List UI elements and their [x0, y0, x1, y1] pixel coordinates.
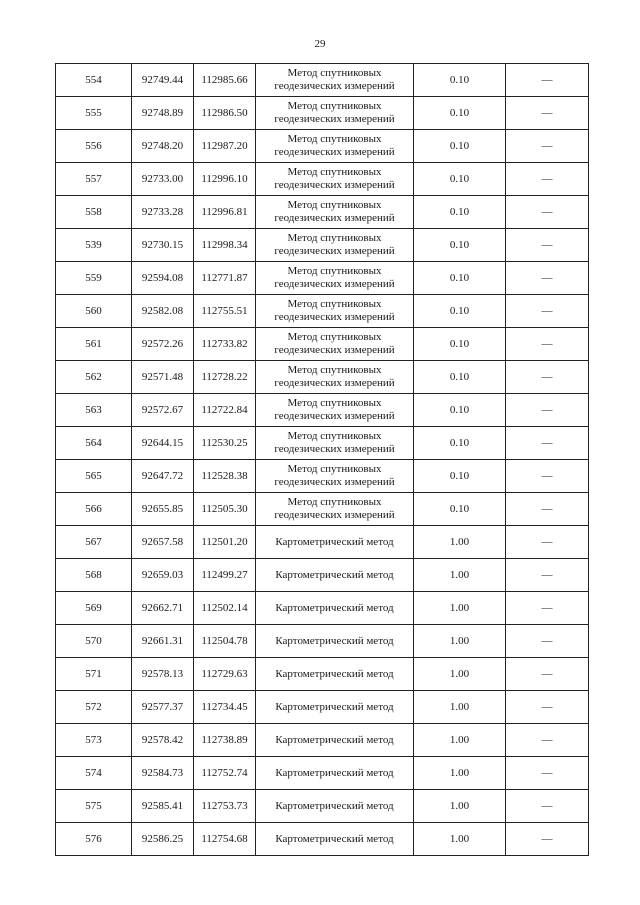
method-cell	[256, 625, 414, 658]
accuracy-cell: 1.00	[414, 658, 506, 691]
table-row	[56, 757, 589, 790]
method-line-1: Метод спутниковых	[287, 199, 382, 211]
x-coordinate-cell: 92584.73	[132, 757, 194, 790]
method-cell	[256, 427, 414, 460]
x-coordinate-cell: 92733.00	[132, 163, 194, 196]
method-line-1: Метод спутниковых	[287, 397, 382, 409]
method-cell	[256, 823, 414, 856]
x-coordinate-cell: 92730.15	[132, 229, 194, 262]
x-coordinate-cell: 92733.28	[132, 196, 194, 229]
x-coordinate-cell: 92647.72	[132, 460, 194, 493]
method-line-1: Метод спутниковых	[287, 265, 382, 277]
point-number-cell: 539	[56, 229, 132, 262]
point-number-cell: 571	[56, 658, 132, 691]
method-line-1: Картометрический метод	[275, 799, 394, 812]
empty-value-cell: —	[506, 658, 589, 691]
method-line-1: Метод спутниковых	[287, 232, 382, 244]
empty-value-cell: —	[506, 493, 589, 526]
table-row	[56, 427, 589, 460]
empty-value-cell: —	[506, 823, 589, 856]
table-row	[56, 163, 589, 196]
method-line-1: Метод спутниковых	[287, 133, 382, 145]
accuracy-cell: 0.10	[414, 460, 506, 493]
method-line-1: Картометрический метод	[275, 667, 394, 680]
y-coordinate-cell: 112504.78	[194, 625, 256, 658]
table-row	[56, 559, 589, 592]
y-coordinate-cell: 112986.50	[194, 97, 256, 130]
accuracy-cell: 0.10	[414, 295, 506, 328]
point-number-cell: 554	[56, 64, 132, 97]
x-coordinate-cell: 92571.48	[132, 361, 194, 394]
method-line-1: Картометрический метод	[275, 634, 394, 647]
method-line-1: Метод спутниковых	[287, 331, 382, 343]
method-line-1: Картометрический метод	[275, 733, 394, 746]
point-number-cell: 573	[56, 724, 132, 757]
empty-value-cell: —	[506, 130, 589, 163]
method-cell	[256, 526, 414, 559]
point-number-cell: 565	[56, 460, 132, 493]
table-row	[56, 361, 589, 394]
y-coordinate-cell: 112733.82	[194, 328, 256, 361]
x-coordinate-cell: 92662.71	[132, 592, 194, 625]
method-cell	[256, 658, 414, 691]
accuracy-cell: 0.10	[414, 196, 506, 229]
x-coordinate-cell: 92594.08	[132, 262, 194, 295]
x-coordinate-cell: 92578.42	[132, 724, 194, 757]
empty-value-cell: —	[506, 625, 589, 658]
x-coordinate-cell: 92657.58	[132, 526, 194, 559]
point-number-cell: 566	[56, 493, 132, 526]
empty-value-cell: —	[506, 262, 589, 295]
table-row	[56, 691, 589, 724]
x-coordinate-cell: 92572.67	[132, 394, 194, 427]
accuracy-cell: 0.10	[414, 64, 506, 97]
table-row	[56, 592, 589, 625]
table-row	[56, 724, 589, 757]
method-line-1: Картометрический метод	[275, 700, 394, 713]
point-number-cell: 575	[56, 790, 132, 823]
point-number-cell: 564	[56, 427, 132, 460]
method-line-2: геодезических измерений	[274, 476, 395, 488]
method-cell	[256, 295, 414, 328]
method-line-2: геодезических измерений	[274, 245, 395, 257]
empty-value-cell: —	[506, 592, 589, 625]
accuracy-cell: 0.10	[414, 163, 506, 196]
method-cell	[256, 196, 414, 229]
y-coordinate-cell: 112998.34	[194, 229, 256, 262]
empty-value-cell: —	[506, 163, 589, 196]
table-row	[56, 64, 589, 97]
empty-value-cell: —	[506, 559, 589, 592]
accuracy-cell: 1.00	[414, 559, 506, 592]
y-coordinate-cell: 112754.68	[194, 823, 256, 856]
method-line-2: геодезических измерений	[274, 179, 395, 191]
method-cell	[256, 394, 414, 427]
y-coordinate-cell: 112499.27	[194, 559, 256, 592]
x-coordinate-cell: 92578.13	[132, 658, 194, 691]
coordinates-table	[55, 63, 589, 856]
method-line-1: Метод спутниковых	[287, 67, 382, 79]
empty-value-cell: —	[506, 427, 589, 460]
accuracy-cell: 0.10	[414, 262, 506, 295]
x-coordinate-cell: 92582.08	[132, 295, 194, 328]
x-coordinate-cell: 92655.85	[132, 493, 194, 526]
method-cell	[256, 592, 414, 625]
empty-value-cell: —	[506, 64, 589, 97]
point-number-cell: 568	[56, 559, 132, 592]
point-number-cell: 559	[56, 262, 132, 295]
empty-value-cell: —	[506, 361, 589, 394]
empty-value-cell: —	[506, 526, 589, 559]
method-line-2: геодезических измерений	[274, 80, 395, 92]
table-row	[56, 790, 589, 823]
x-coordinate-cell: 92661.31	[132, 625, 194, 658]
empty-value-cell: —	[506, 196, 589, 229]
method-line-1: Метод спутниковых	[287, 298, 382, 310]
point-number-cell: 560	[56, 295, 132, 328]
table-row	[56, 196, 589, 229]
y-coordinate-cell: 112985.66	[194, 64, 256, 97]
accuracy-cell: 0.10	[414, 130, 506, 163]
empty-value-cell: —	[506, 460, 589, 493]
y-coordinate-cell: 112771.87	[194, 262, 256, 295]
y-coordinate-cell: 112728.22	[194, 361, 256, 394]
empty-value-cell: —	[506, 394, 589, 427]
accuracy-cell: 1.00	[414, 691, 506, 724]
method-line-1: Картометрический метод	[275, 832, 394, 845]
empty-value-cell: —	[506, 691, 589, 724]
y-coordinate-cell: 112734.45	[194, 691, 256, 724]
method-cell	[256, 691, 414, 724]
accuracy-cell: 0.10	[414, 427, 506, 460]
method-line-2: геодезических измерений	[274, 443, 395, 455]
accuracy-cell: 0.10	[414, 493, 506, 526]
method-cell	[256, 130, 414, 163]
method-line-2: геодезических измерений	[274, 311, 395, 323]
empty-value-cell: —	[506, 724, 589, 757]
accuracy-cell: 1.00	[414, 592, 506, 625]
method-line-2: геодезических измерений	[274, 410, 395, 422]
point-number-cell: 572	[56, 691, 132, 724]
x-coordinate-cell: 92748.20	[132, 130, 194, 163]
y-coordinate-cell: 112738.89	[194, 724, 256, 757]
method-cell	[256, 262, 414, 295]
empty-value-cell: —	[506, 757, 589, 790]
method-cell	[256, 493, 414, 526]
x-coordinate-cell: 92572.26	[132, 328, 194, 361]
method-line-1: Картометрический метод	[275, 766, 394, 779]
table-row	[56, 394, 589, 427]
x-coordinate-cell: 92644.15	[132, 427, 194, 460]
method-cell	[256, 97, 414, 130]
method-cell	[256, 328, 414, 361]
y-coordinate-cell: 112505.30	[194, 493, 256, 526]
point-number-cell: 556	[56, 130, 132, 163]
y-coordinate-cell: 112752.74	[194, 757, 256, 790]
y-coordinate-cell: 112996.10	[194, 163, 256, 196]
point-number-cell: 570	[56, 625, 132, 658]
y-coordinate-cell: 112755.51	[194, 295, 256, 328]
method-cell	[256, 64, 414, 97]
y-coordinate-cell: 112996.81	[194, 196, 256, 229]
empty-value-cell: —	[506, 229, 589, 262]
y-coordinate-cell: 112530.25	[194, 427, 256, 460]
accuracy-cell: 1.00	[414, 790, 506, 823]
accuracy-cell: 1.00	[414, 724, 506, 757]
accuracy-cell: 0.10	[414, 361, 506, 394]
point-number-cell: 557	[56, 163, 132, 196]
empty-value-cell: —	[506, 790, 589, 823]
table-row	[56, 658, 589, 691]
accuracy-cell: 1.00	[414, 625, 506, 658]
x-coordinate-cell: 92586.25	[132, 823, 194, 856]
x-coordinate-cell: 92748.89	[132, 97, 194, 130]
accuracy-cell: 0.10	[414, 328, 506, 361]
y-coordinate-cell: 112501.20	[194, 526, 256, 559]
y-coordinate-cell: 112722.84	[194, 394, 256, 427]
point-number-cell: 563	[56, 394, 132, 427]
method-line-2: геодезических измерений	[274, 278, 395, 290]
x-coordinate-cell: 92749.44	[132, 64, 194, 97]
accuracy-cell: 1.00	[414, 757, 506, 790]
y-coordinate-cell: 112753.73	[194, 790, 256, 823]
point-number-cell: 574	[56, 757, 132, 790]
coordinates-table-body	[56, 64, 589, 856]
x-coordinate-cell: 92659.03	[132, 559, 194, 592]
method-cell	[256, 163, 414, 196]
point-number-cell: 561	[56, 328, 132, 361]
method-cell	[256, 757, 414, 790]
empty-value-cell: —	[506, 328, 589, 361]
table-row	[56, 493, 589, 526]
page-number: 29	[314, 38, 326, 50]
y-coordinate-cell: 112502.14	[194, 592, 256, 625]
method-line-2: геодезических измерений	[274, 212, 395, 224]
accuracy-cell: 0.10	[414, 394, 506, 427]
accuracy-cell: 0.10	[414, 229, 506, 262]
method-cell	[256, 229, 414, 262]
method-cell	[256, 790, 414, 823]
point-number-cell: 576	[56, 823, 132, 856]
method-line-1: Метод спутниковых	[287, 496, 382, 508]
table-row	[56, 295, 589, 328]
point-number-cell: 555	[56, 97, 132, 130]
method-line-2: геодезических измерений	[274, 113, 395, 125]
table-row	[56, 97, 589, 130]
method-line-1: Метод спутниковых	[287, 100, 382, 112]
table-row	[56, 229, 589, 262]
method-line-1: Картометрический метод	[275, 535, 394, 548]
accuracy-cell: 1.00	[414, 823, 506, 856]
x-coordinate-cell: 92577.37	[132, 691, 194, 724]
method-cell	[256, 724, 414, 757]
point-number-cell: 562	[56, 361, 132, 394]
accuracy-cell: 1.00	[414, 526, 506, 559]
method-cell	[256, 361, 414, 394]
y-coordinate-cell: 112729.63	[194, 658, 256, 691]
table-row	[56, 460, 589, 493]
y-coordinate-cell: 112528.38	[194, 460, 256, 493]
x-coordinate-cell: 92585.41	[132, 790, 194, 823]
method-line-2: геодезических измерений	[274, 377, 395, 389]
table-row	[56, 262, 589, 295]
method-line-1: Метод спутниковых	[287, 463, 382, 475]
point-number-cell: 569	[56, 592, 132, 625]
empty-value-cell: —	[506, 295, 589, 328]
point-number-cell: 558	[56, 196, 132, 229]
method-line-1: Картометрический метод	[275, 568, 394, 581]
method-cell	[256, 559, 414, 592]
method-line-1: Картометрический метод	[275, 601, 394, 614]
accuracy-cell: 0.10	[414, 97, 506, 130]
method-line-2: геодезических измерений	[274, 146, 395, 158]
method-line-1: Метод спутниковых	[287, 166, 382, 178]
method-line-1: Метод спутниковых	[287, 364, 382, 376]
table-row	[56, 130, 589, 163]
point-number-cell: 567	[56, 526, 132, 559]
method-line-2: геодезических измерений	[274, 509, 395, 521]
empty-value-cell: —	[506, 97, 589, 130]
method-cell	[256, 460, 414, 493]
y-coordinate-cell: 112987.20	[194, 130, 256, 163]
method-line-2: геодезических измерений	[274, 344, 395, 356]
table-row	[56, 526, 589, 559]
method-line-1: Метод спутниковых	[287, 430, 382, 442]
table-row	[56, 328, 589, 361]
table-row	[56, 625, 589, 658]
table-row	[56, 823, 589, 856]
